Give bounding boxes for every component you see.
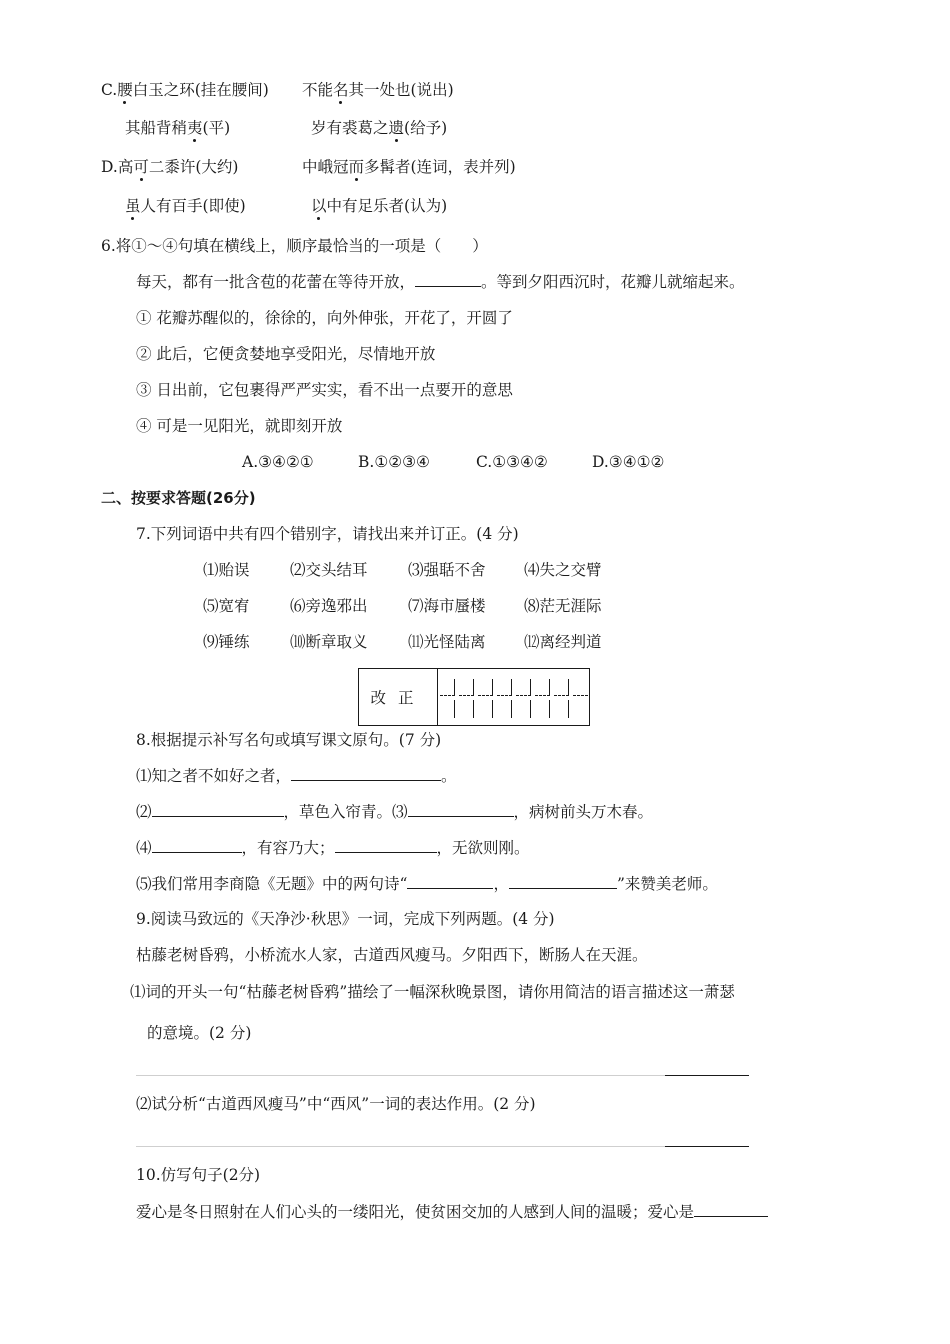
q6-sentence-3: ③ 日出前，它包裹得严严实实，看不出一点要开的意思	[136, 381, 513, 399]
fill-blank[interactable]	[415, 272, 481, 287]
q9-part2: ⑵试分析“古道西风瘦马”中“西风”一词的表达作用。(2 分)	[136, 1095, 536, 1113]
q7-word: ⑿离经判道	[524, 633, 602, 651]
fill-blank[interactable]	[408, 802, 514, 817]
q6-sentence-4: ④ 可是一见阳光，就即刻开放	[136, 417, 343, 435]
q7-word: ⑸宽宥	[203, 597, 250, 615]
emphasis-char: 腰	[117, 81, 133, 99]
q6-title: 6.将①～④句填在横线上，顺序最恰当的一项是（ ）	[101, 237, 488, 255]
fill-blank[interactable]	[407, 874, 493, 889]
emphasis-char: 遗	[388, 119, 405, 137]
q5-c-line1-right: 不能名其一处也(说出)	[302, 81, 454, 99]
emphasis-char: 夷	[187, 119, 203, 137]
emphasis-char: 可	[133, 158, 149, 176]
correction-box	[358, 668, 590, 726]
correction-cell[interactable]	[497, 669, 516, 725]
fill-blank[interactable]	[152, 838, 242, 853]
correction-cell[interactable]	[459, 669, 478, 725]
fill-blank[interactable]	[694, 1202, 768, 1217]
q8-title: 8.根据提示补写名句或填写课文原句。(7 分)	[136, 731, 442, 749]
correction-cell[interactable]	[554, 669, 573, 725]
correction-cell[interactable]	[516, 669, 535, 725]
correction-label: 改正	[359, 669, 438, 725]
q9-part1-line2: 的意境。(2 分)	[147, 1024, 252, 1042]
section-title: 二、按要求答题(26分)	[101, 489, 256, 507]
q6-option-d[interactable]: D.③④①②	[592, 453, 665, 471]
q6-option-c[interactable]: C.①③④②	[476, 453, 548, 471]
q9-poem: 枯藤老树昏鸦，小桥流水人家，古道西风瘦马。夕阳西下，断肠人在天涯。	[136, 946, 648, 964]
fill-blank[interactable]	[291, 766, 441, 781]
emphasis-char: 虽	[125, 197, 141, 215]
q5-d-line2: 虽人有百手(即使)	[125, 197, 246, 215]
q9-title: 9.阅读马致远的《天净沙·秋思》一词，完成下列两题。(4 分)	[136, 910, 555, 928]
q5-d-line2-right: 以中有足乐者(认为)	[311, 197, 448, 215]
q8-line3: ⑷ ，有容乃大； ，无欲则刚。	[136, 839, 530, 857]
correction-cell[interactable]	[573, 669, 592, 725]
q10-text: 爱心是冬日照射在人们心头的一缕阳光，使贫困交加的人感到人间的温暖；爱心是	[136, 1202, 768, 1222]
q6-sentence-2: ② 此后，它便贪婪地享受阳光，尽情地开放	[136, 345, 436, 363]
q8-line1: ⑴知之者不如好之者， 。	[136, 767, 457, 785]
q5-c-line1: C.腰白玉之环(挂在腰间)	[101, 81, 269, 99]
q8-line4: ⑸我们常用李商隐《无题》中的两句诗“ ， ”来赞美老师。	[136, 875, 718, 893]
answer-line[interactable]	[136, 1075, 749, 1076]
q7-word: ⑻茫无涯际	[524, 597, 602, 615]
q7-word: ⑶强聒不舍	[408, 561, 486, 579]
q5-c-line2: 其船背稍夷(平)	[125, 119, 231, 137]
q5-d-line1: D.高可二黍许(大约)	[101, 158, 239, 176]
q7-title: 7.下列词语中共有四个错别字，请找出来并订正。(4 分)	[136, 525, 519, 543]
q7-word: ⑵交头结耳	[290, 561, 368, 579]
q7-word: ⑾光怪陆离	[408, 633, 486, 651]
q7-word: ⑼锤练	[203, 633, 250, 651]
emphasis-char: 名	[333, 81, 349, 99]
q7-word: ⑴贻误	[203, 561, 250, 579]
q5-d-line1-right: 中峨冠而多髯者(连词，表并列)	[302, 158, 516, 176]
q6-passage: 每天，都有一批含苞的花蕾在等待开放， 。等到夕阳西沉时，花瓣儿就缩起来。	[136, 273, 745, 291]
fill-blank[interactable]	[509, 874, 617, 889]
correction-cell[interactable]	[535, 669, 554, 725]
q6-option-a[interactable]: A.③④②①	[242, 453, 314, 471]
q9-part1-line1: ⑴词的开头一句“枯藤老树昏鸦”描绘了一幅深秋晚景图，请你用简洁的语言描述这一萧瑟	[130, 983, 735, 1001]
emphasis-char: 而	[348, 158, 365, 176]
q7-word: ⑺海市蜃楼	[408, 597, 486, 615]
q6-sentence-1: ① 花瓣苏醒似的，徐徐的，向外伸张，开花了，开圆了	[136, 309, 513, 327]
q5-d-label: D.	[101, 158, 118, 176]
emphasis-char: 以	[311, 197, 327, 215]
correction-cell[interactable]	[440, 669, 459, 725]
answer-line[interactable]	[136, 1146, 749, 1147]
fill-blank[interactable]	[335, 838, 437, 853]
q7-word: ⑷失之交臂	[524, 561, 602, 579]
q7-word: ⑽断章取义	[290, 633, 368, 651]
q5-c-label: C.	[101, 81, 118, 99]
correction-cell[interactable]	[478, 669, 497, 725]
q6-option-b[interactable]: B.①②③④	[358, 453, 430, 471]
q5-c-line2-right: 岁有裘葛之遗(给予)	[311, 119, 448, 137]
fill-blank[interactable]	[152, 802, 284, 817]
q7-word: ⑹旁逸邪出	[290, 597, 368, 615]
q10-title: 10.仿写句子(2分)	[136, 1166, 261, 1184]
q8-line2: ⑵ ，草色入帘青。⑶ ，病树前头万木春。	[136, 803, 654, 821]
